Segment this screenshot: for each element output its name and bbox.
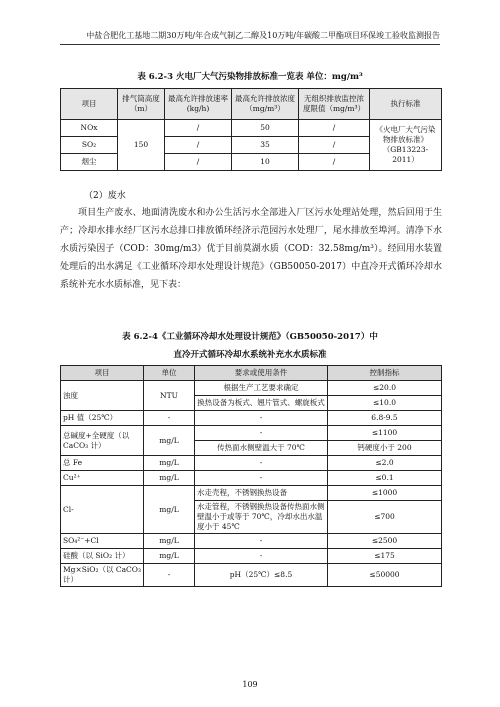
cell: / bbox=[165, 120, 232, 137]
cell: 硅酸（以 SiO₂ 计） bbox=[61, 549, 144, 564]
cell: ≤1100 bbox=[328, 426, 442, 441]
table1-caption: 表 6.2-3 火电厂大气污染物排放标准一览表 单位：mg/m³ bbox=[137, 72, 363, 82]
cell: 钙硬度小于 200 bbox=[328, 441, 442, 456]
cell: 总碱度+全硬度（以 CaCO₃ 计） bbox=[61, 426, 144, 456]
cell: SO₄²⁻+Cl bbox=[61, 534, 144, 549]
cell: mg/L bbox=[144, 426, 195, 456]
cell: mg/L bbox=[144, 534, 195, 549]
cell: / bbox=[299, 120, 370, 137]
col-header: 最高允许排放速率(kg/h) bbox=[165, 89, 232, 120]
cell: pH（25℃）≤8.5 bbox=[195, 564, 328, 587]
cell: ≤20.0 bbox=[328, 381, 442, 396]
page-number: 109 bbox=[242, 680, 258, 689]
cell: Cu²⁺ bbox=[61, 471, 144, 486]
col-header: 控制指标 bbox=[328, 366, 442, 381]
col-header: 要求或使用条件 bbox=[195, 366, 328, 381]
cell: 水走管程，不锈钢换热设备传热面水侧壁温小于或等于 70℃，冷却水出水温度小于 45℃ bbox=[195, 501, 328, 534]
cell: mg/L bbox=[144, 456, 195, 471]
cell: SO₂ bbox=[61, 137, 118, 154]
table2-caption-line2: 直冷开式循环冷却水系统补充水水质标准 bbox=[173, 350, 327, 360]
cell: - bbox=[195, 411, 328, 426]
cell: mg/L bbox=[144, 486, 195, 534]
body-paragraph: 项目生产废水、地面清洗废水和办公生活污水全部进入厂区污水处理站处理，然后回用于生产；冷却水排水经厂区污水总排口排放循环经济示范园污水处理厂，尾水排放至埠河。清净下水水质污染因子（COD：30mg/m3）优于目前莫湖水质（COD：32.58mg/m³）。经回用水装置处理后的出水满足《工业循环冷却水处理设计规范》（GB50050-2017）中直冷开式循环冷却水系统补充水水质标准，见下表： bbox=[60, 208, 442, 290]
cell: pH 值（25℃） bbox=[61, 411, 144, 426]
cell: mg/L bbox=[144, 471, 195, 486]
cell: NOx bbox=[61, 120, 118, 137]
cell: 10 bbox=[232, 154, 299, 171]
table-row bbox=[61, 381, 442, 396]
table-row bbox=[61, 549, 442, 564]
water-quality-table bbox=[60, 365, 442, 587]
emission-standard-table bbox=[60, 88, 442, 171]
col-header: 执行标准 bbox=[370, 89, 442, 120]
col-header: 无组织排放监控浓度限值（mg/m³） bbox=[299, 89, 370, 120]
col-header: 最高允许排放浓度（mg/m³） bbox=[232, 89, 299, 120]
cell: 烟尘 bbox=[61, 154, 118, 171]
cell: 总 Fe bbox=[61, 456, 144, 471]
table-row bbox=[61, 456, 442, 471]
cell: 根据生产工艺要求确定 bbox=[195, 381, 328, 396]
cell: - bbox=[195, 426, 328, 441]
cell: 水走壳程，不锈钢换热设备 bbox=[195, 486, 328, 501]
cell: 35 bbox=[232, 137, 299, 154]
cell: - bbox=[195, 471, 328, 486]
table-row bbox=[61, 426, 442, 441]
cell: 150 bbox=[118, 120, 165, 171]
table-row bbox=[61, 411, 442, 426]
cell: 《火电厂大气污染物排放标准》（GB13223-2011） bbox=[370, 120, 442, 171]
cell: / bbox=[299, 137, 370, 154]
cell: ≤0.1 bbox=[328, 471, 442, 486]
cell: ≤2.0 bbox=[328, 456, 442, 471]
cell: - bbox=[195, 456, 328, 471]
table-row bbox=[61, 120, 442, 137]
cell: NTU bbox=[144, 381, 195, 411]
table-row bbox=[61, 486, 442, 501]
section-heading: （2）废水 bbox=[84, 191, 126, 201]
table-row bbox=[61, 471, 442, 486]
cell: 6.8-9.5 bbox=[328, 411, 442, 426]
col-header: 排气筒高度（m） bbox=[118, 89, 165, 120]
page-header: 中盐合肥化工基地二期30万吨/年合成气制乙二醇及10万吨/年碳酸二甲酯项目环保竣工验收监测报告 bbox=[60, 30, 440, 45]
cell: Mg×SiO₂（以 CaCO₃ 计） bbox=[61, 564, 144, 587]
cell: 50 bbox=[232, 120, 299, 137]
cell: - bbox=[195, 549, 328, 564]
cell: ≤2500 bbox=[328, 534, 442, 549]
cell: - bbox=[144, 411, 195, 426]
col-header: 项目 bbox=[61, 366, 144, 381]
cell: / bbox=[165, 137, 232, 154]
cell: ≤700 bbox=[328, 501, 442, 534]
table-row bbox=[61, 534, 442, 549]
cell: 浊度 bbox=[61, 381, 144, 411]
cell: - bbox=[195, 534, 328, 549]
table2-caption-line1: 表 6.2-4《工业循环冷却水处理设计规范》（GB50050-2017）中 bbox=[122, 332, 378, 342]
cell: ≤10.0 bbox=[328, 396, 442, 411]
cell: ≤1000 bbox=[328, 486, 442, 501]
col-header: 单位 bbox=[144, 366, 195, 381]
cell: 传热面水侧壁温大于 70℃ bbox=[195, 441, 328, 456]
cell: 换热设备为板式、翘片管式、螺旋板式 bbox=[195, 396, 328, 411]
cell: / bbox=[165, 154, 232, 171]
col-header: 项目 bbox=[61, 89, 118, 120]
cell: Cl- bbox=[61, 486, 144, 534]
cell: ≤175 bbox=[328, 549, 442, 564]
cell: - bbox=[144, 564, 195, 587]
cell: ≤50000 bbox=[328, 564, 442, 587]
cell: mg/L bbox=[144, 549, 195, 564]
cell: / bbox=[299, 154, 370, 171]
table-row bbox=[61, 564, 442, 587]
